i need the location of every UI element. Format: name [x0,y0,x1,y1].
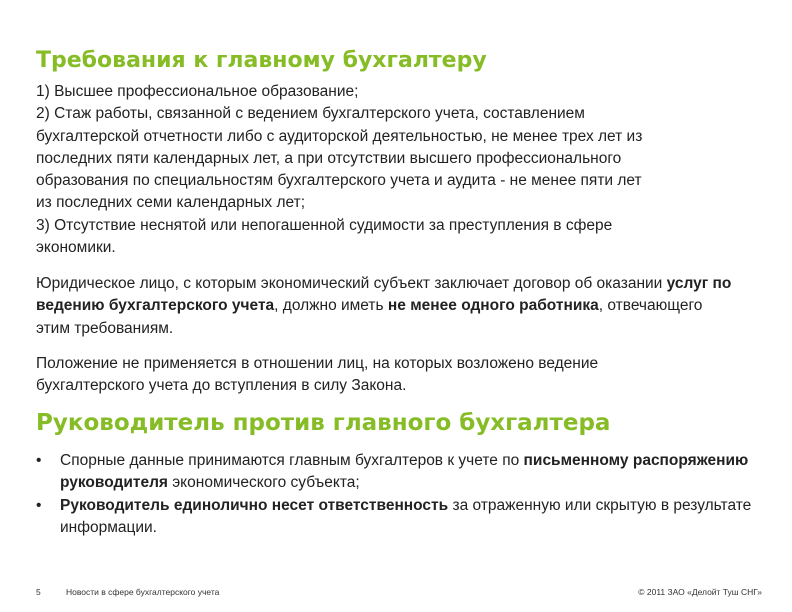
entity-text: Юридическое лицо, с которым экономический субъект заключает договор об оказании [36,275,667,292]
requirement-line: последних пяти календарных лет, а при отсутствии высшего профессионального [36,149,622,167]
requirement-line: экономики. [36,239,116,257]
entity-bold-services: услуг по ведению бухгалтерского учета [36,275,732,315]
entity-bold-employee: не менее одного работника [387,297,599,315]
requirement-line: бухгалтерской отчетности либо с аудиторской деятельностью, не менее трех лет из [36,127,643,145]
section-heading-requirements: Требования к главному бухгалтеру [36,48,487,73]
requirement-line: 3) Отсутствие неснятой или непогашенной судимости за преступления в сфере [36,216,613,234]
requirement-line: из последних семи календарных лет; [36,194,306,212]
list-item [36,450,756,495]
requirements-list [36,81,736,259]
exemption-line: бухгалтерского учета до вступления в силу Закона. [36,377,407,395]
bullet-text: за отраженную или скрытую в результате информации. [60,496,752,536]
legal-entity-paragraph [36,273,736,340]
requirement-line: 1) Высшее профессиональное образование; [36,83,359,100]
exemption-line: Положение не применяется в отношении лиц, на которых возложено ведение [36,355,599,372]
exemption-paragraph [36,353,736,398]
copyright: © 2011 ЗАО «Делойт Туш СНГ» [638,587,762,597]
requirement-line: образования по специальностям бухгалтерского учета и аудита - не менее пяти лет [36,172,642,190]
legal-entity-text [36,273,736,340]
bullet-bold-text: Руководитель единолично несет ответственность [60,496,449,514]
bullet-icon: • [36,496,42,514]
page-number: 5 [36,587,41,597]
bullet-icon: • [36,452,42,469]
bullet-text: экономического субъекта; [167,474,360,492]
director-bullet-list [36,450,756,539]
list-item [36,495,756,540]
entity-text: , отвечающего этим требованиям. [36,297,703,337]
section-heading-director: Руководитель против главного бухгалтера [36,410,611,436]
bullet-bold-text: письменному распоряжению руководителя [60,452,749,492]
bullet-text: Спорные данные принимаются главным бухгалтеров к учете по [60,452,524,469]
footer-title: Новости в сфере бухгалтерского учета [66,587,220,597]
entity-text: , должно иметь [274,297,388,315]
requirement-line: 2) Стаж работы, связанной с ведением бухгалтерского учета, составлением [36,105,585,123]
